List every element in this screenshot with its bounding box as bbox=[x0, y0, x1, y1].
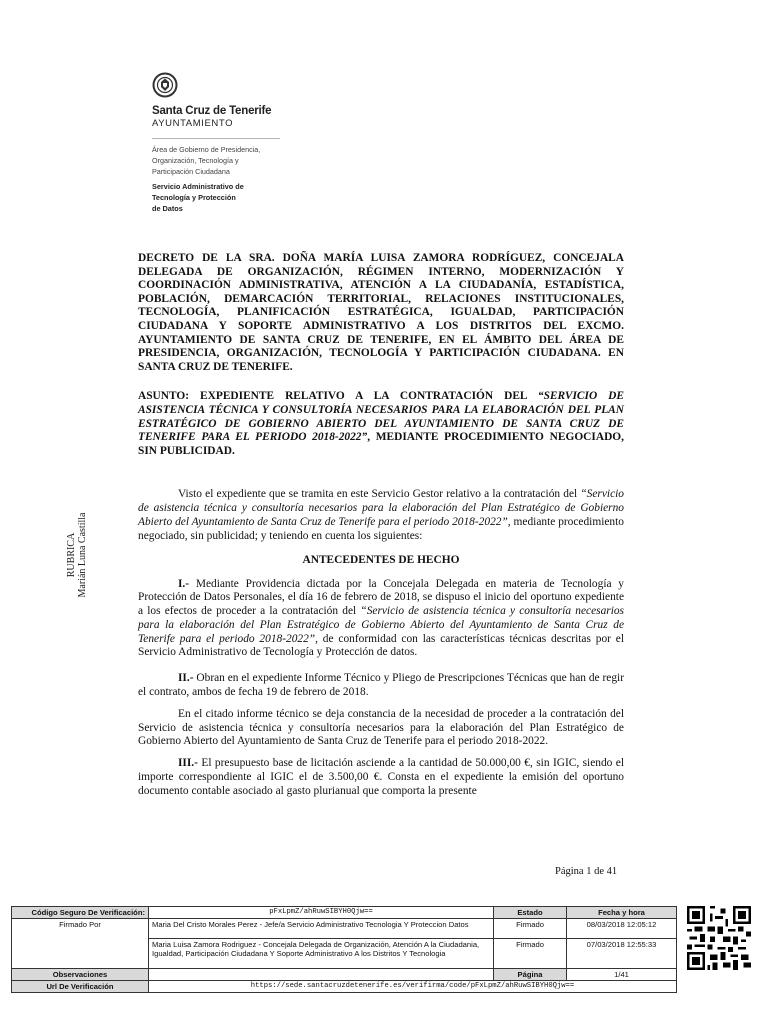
paragraph-iii-number: III.- bbox=[178, 757, 198, 770]
header-divider bbox=[152, 138, 280, 139]
subject-lead: : EXPEDIENTE RELATIVO A LA CONTRATACIÓN DEL bbox=[185, 390, 538, 403]
signer-1: Maria Del Cristo Morales Perez - Jefe/a Servicio Administrativo Tecnologia Y Proteccion Datos bbox=[149, 919, 494, 939]
page-label: Página bbox=[494, 969, 567, 981]
org-name: Santa Cruz de Tenerife bbox=[152, 105, 272, 117]
paragraph-ii bbox=[138, 672, 624, 700]
verification-url[interactable]: https://sede.santacruzdetenerife.es/verifirma/code/pFxLpmZ/ahRuwSIBYH0Qjw== bbox=[149, 981, 677, 993]
paragraph-i-italic: “Servicio de asistencia técnica y consultoría necesarios para la elaboración del Plan Estratégico de Gobierno Abierto del Ayuntamiento de Santa Cruz de Tenerife para el periodo 2018-2022” bbox=[138, 605, 624, 645]
administrative-service: Servicio Administrativo de Tecnología y Protección de Datos bbox=[152, 182, 244, 213]
paragraph-ii-continued: En el citado informe técnico se deja constancia de la necesidad de proceder a la contratación del Servicio de asistencia técnica y consultoría necesarios para la elaboración del Plan Estratégico de Gobierno Abierto del Ayuntamiento de Santa Cruz de Tenerife para el periodo 2018-2022. bbox=[138, 707, 624, 748]
paragraph-i-number: I.- bbox=[178, 577, 190, 590]
paragraph-ii-number: II.- bbox=[178, 672, 194, 685]
verification-url-label: Url De Verificación bbox=[12, 981, 149, 993]
subject-label: ASUNTO bbox=[138, 390, 186, 403]
subject-italic: “SERVICIO DE ASISTENCIA TÉCNICA Y CONSULTORÍA NECESARIOS PARA LA ELABORACIÓN DEL PLAN ESTRATÉGICO DE GOBIERNO ABIERTO DEL AYUNTAMIENTO DE SANTA CRUZ DE TENERIFE PARA EL PERIODO 2018-2022” bbox=[138, 390, 624, 444]
observations-label: Observaciones bbox=[12, 969, 149, 981]
paragraph-i-text-b: , de conformidad con las características técnicas descritas por el Servicio Administrativo de Tecnología y Protección de datos. bbox=[138, 632, 624, 659]
intro-text-a: Visto el expediente que se tramita en este Servicio Gestor relativo a la contratación del bbox=[178, 488, 581, 501]
government-area: Área de Gobierno de Presidencia, Organización, Tecnología y Participación Ciudadana bbox=[152, 145, 261, 176]
paragraph-ii-text: Obran en el expediente Informe Técnico y Pliego de Prescripciones Técnicas que han de regir el contrato, ambos de fecha 19 de febrero de 2018. bbox=[138, 672, 624, 699]
org-subtitle: AYUNTAMIENTO bbox=[152, 118, 234, 129]
signer-2: Maria Luisa Zamora Rodriguez - Concejala Delegada de Organización, Atención A la Ciudadania, Igualdad, Participación Ciudadana Y Soporte Administrativo A los Distritos Y Tecnologia bbox=[149, 939, 494, 969]
rubrica-stamp bbox=[66, 470, 88, 640]
paragraph-iii bbox=[138, 757, 624, 798]
organization-header bbox=[152, 105, 322, 214]
subject bbox=[138, 390, 624, 458]
rubrica-label: RUBRICA bbox=[66, 532, 77, 578]
signer-2-status: Firmado bbox=[494, 939, 567, 969]
qr-code-icon[interactable] bbox=[687, 906, 751, 970]
paragraph-iii-text: El presupuesto base de licitación asciende a la cantidad de 50.000,00 €, sin IGIC, siendo el importe correspondiente al IGIC el de 3.500,00 €. Consta en el expediente la emisión del oportuno documento contable asociado al gasto plurianual que comporta la presente bbox=[138, 757, 624, 797]
document-body bbox=[138, 252, 624, 799]
verification-table bbox=[11, 906, 677, 993]
observations-value bbox=[149, 969, 494, 981]
decree-title: DECRETO DE LA SRA. DOÑA MARÍA LUISA ZAMORA RODRÍGUEZ, CONCEJALA DELEGADA DE ORGANIZACIÓN, RÉGIMEN INTERNO, MODERNIZACIÓN Y COORDINACIÓN ADMINISTRATIVA, ATENCIÓN A LA CIUDADANÍA, ESTADÍSTICA, POBLACIÓN, DEMARCACIÓN TERRITORIAL, RELACIONES INSTITUCIONALES, TECNOLOGÍA, PLANIFICACIÓN ESTRATÉGICA, IGUALDAD, PARTICIPACIÓN CIUDADANA Y SOPORTE ADMINISTRATIVO A LOS DISTRITOS DEL EXCMO. AYUNTAMIENTO DE SANTA CRUZ DE TENERIFE, EN EL ÁMBITO DEL ÁREA DE PRESIDENCIA, ORGANIZACIÓN, TECNOLOGÍA Y PARTICIPACIÓN CIUDADANA. EN SANTA CRUZ DE TENERIFE. bbox=[138, 252, 624, 373]
intro-text-b: , mediante procedimiento negociado, sin publicidad; y teniendo en cuenta los siguientes: bbox=[138, 515, 624, 542]
signer-1-status: Firmado bbox=[494, 919, 567, 939]
csv-label: Código Seguro De Verificación: bbox=[12, 907, 149, 919]
status-header: Estado bbox=[494, 907, 567, 919]
page-value: 1/41 bbox=[567, 969, 677, 981]
paragraph-i-text-a: Mediante Providencia dictada por la Concejala Delegada en materia de Tecnología y Protección de Datos Personales, el día 16 de febrero de 2018, se dispuso el inicio del oportuno expediente a los efectos de proceder a la contratación del bbox=[138, 577, 624, 618]
datetime-header: Fecha y hora bbox=[567, 907, 677, 919]
signed-by-label: Firmado Por bbox=[12, 919, 149, 969]
intro-italic: “Servicio de asistencia técnica y consultoría necesarios para la elaboración del Plan Estratégico de Gobierno Abierto del Ayuntamiento de Santa Cruz de Tenerife para el periodo 2018-2022” bbox=[138, 488, 624, 528]
rubrica-signer: Marián Luna Castilla bbox=[77, 512, 88, 598]
page-number: Página 1 de 41 bbox=[555, 866, 618, 877]
subject-tail: , MEDIANTE PROCEDIMIENTO NEGOCIADO, SIN PUBLICIDAD. bbox=[138, 431, 624, 457]
csv-value[interactable]: pFxLpmZ/ahRuwSIBYH0Qjw== bbox=[149, 907, 494, 919]
signer-2-date: 07/03/2018 12:55:33 bbox=[567, 939, 677, 969]
paragraph-i bbox=[138, 578, 624, 661]
intro-paragraph bbox=[138, 488, 624, 543]
section-heading: ANTECEDENTES DE HECHO bbox=[302, 553, 460, 566]
signer-1-date: 08/03/2018 12:05:12 bbox=[567, 919, 677, 939]
municipal-crest-icon bbox=[152, 72, 178, 98]
